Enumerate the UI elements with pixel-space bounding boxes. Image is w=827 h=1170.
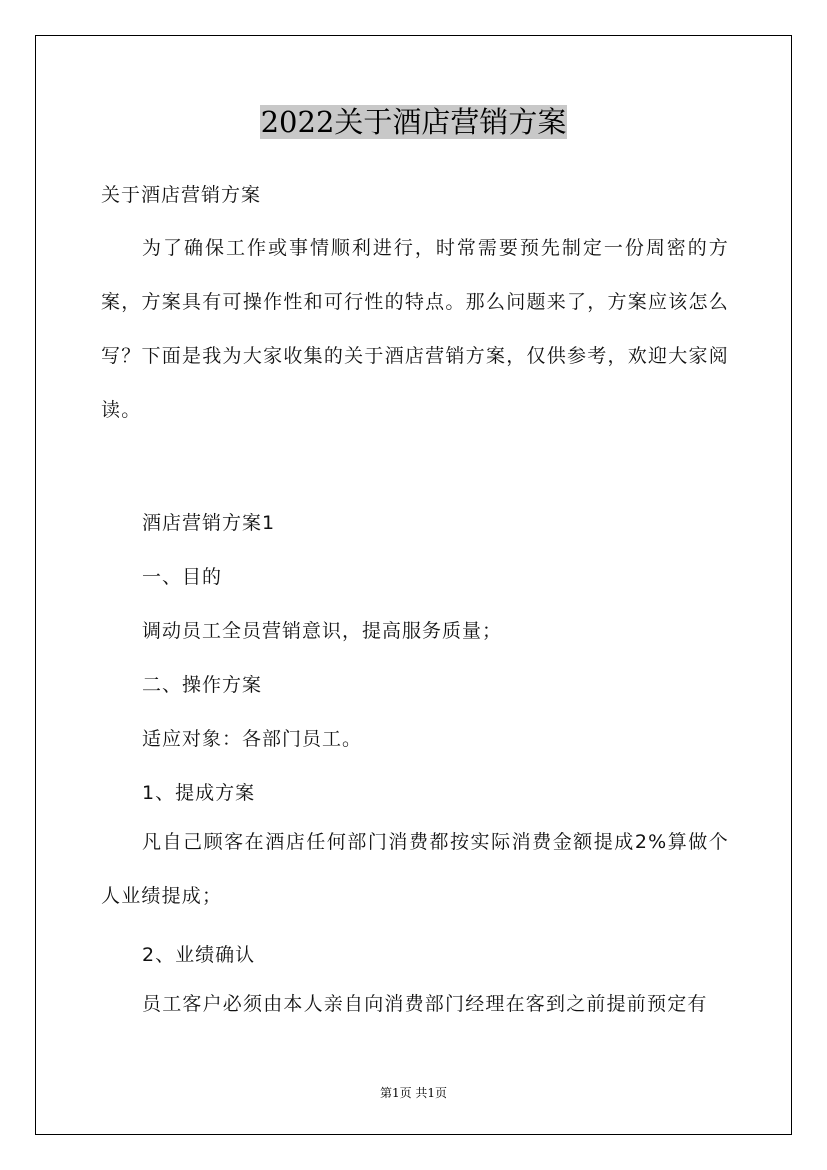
heading-commission-plan: 1、提成方案 bbox=[142, 782, 256, 804]
target-audience-text: 适应对象：各部门员工。 bbox=[142, 728, 363, 750]
confirm-paragraph: 员工客户必须由本人亲自向消费部门经理在客到之前提前预定有 bbox=[142, 993, 708, 1015]
document-title-text: 2022关于酒店营销方案 bbox=[260, 105, 567, 139]
document-title bbox=[0, 102, 827, 142]
heading-operation-plan: 二、操作方案 bbox=[142, 674, 263, 696]
document-subtitle: 关于酒店营销方案 bbox=[101, 184, 262, 206]
purpose-text: 调动员工全员营销意识，提高服务质量； bbox=[142, 620, 503, 642]
commission-paragraph: 凡自己顾客在酒店任何部门消费都按实际消费金额提成2%算做个人业绩提成； bbox=[101, 831, 729, 907]
intro-paragraph: 为了确保工作或事情顺利进行，时常需要预先制定一份周密的方案，方案具有可操作性和可行性的特点。那么问题来了，方案应该怎么写？下面是我为大家收集的关于酒店营销方案，仅供参考，欢迎大家阅读。 bbox=[101, 237, 729, 421]
page-footer: 第1页 共1页 bbox=[379, 1086, 448, 1100]
heading-performance-confirm: 2、业绩确认 bbox=[142, 944, 256, 966]
heading-purpose: 一、目的 bbox=[142, 566, 223, 588]
section-title: 酒店营销方案1 bbox=[142, 512, 276, 534]
